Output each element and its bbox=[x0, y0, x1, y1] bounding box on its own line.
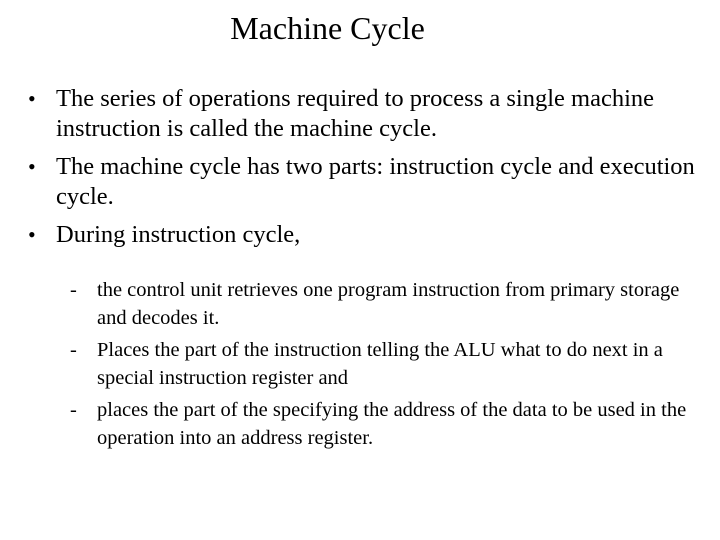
sub-bullet-item bbox=[70, 396, 690, 452]
sub-bullet-item bbox=[70, 276, 690, 332]
sub-bullet-item bbox=[70, 336, 690, 392]
dash-icon: - bbox=[70, 339, 77, 361]
bullet-icon: • bbox=[28, 222, 36, 247]
bullet-icon: • bbox=[28, 154, 36, 179]
bullet-item bbox=[28, 152, 700, 212]
sub-bullet-text: Places the part of the instruction telling the ALU what to do next in a special instruction register and bbox=[97, 339, 663, 389]
bullet-icon: • bbox=[28, 86, 36, 111]
bullet-item bbox=[28, 84, 700, 144]
bullet-list bbox=[28, 84, 700, 258]
dash-icon: - bbox=[70, 399, 77, 421]
bullet-text: The machine cycle has two parts: instruction cycle and execution cycle. bbox=[56, 153, 695, 210]
slide-title: Machine Cycle bbox=[230, 10, 425, 46]
sub-bullet-list bbox=[70, 276, 690, 456]
sub-bullet-text: the control unit retrieves one program instruction from primary storage and decodes it. bbox=[97, 279, 680, 329]
sub-bullet-text: places the part of the specifying the address of the data to be used in the operation into an address register. bbox=[97, 399, 687, 449]
bullet-text: During instruction cycle, bbox=[56, 221, 301, 248]
bullet-text: The series of operations required to process a single machine instruction is called the machine cycle. bbox=[56, 85, 655, 142]
bullet-item bbox=[28, 220, 700, 250]
dash-icon: - bbox=[70, 279, 77, 301]
